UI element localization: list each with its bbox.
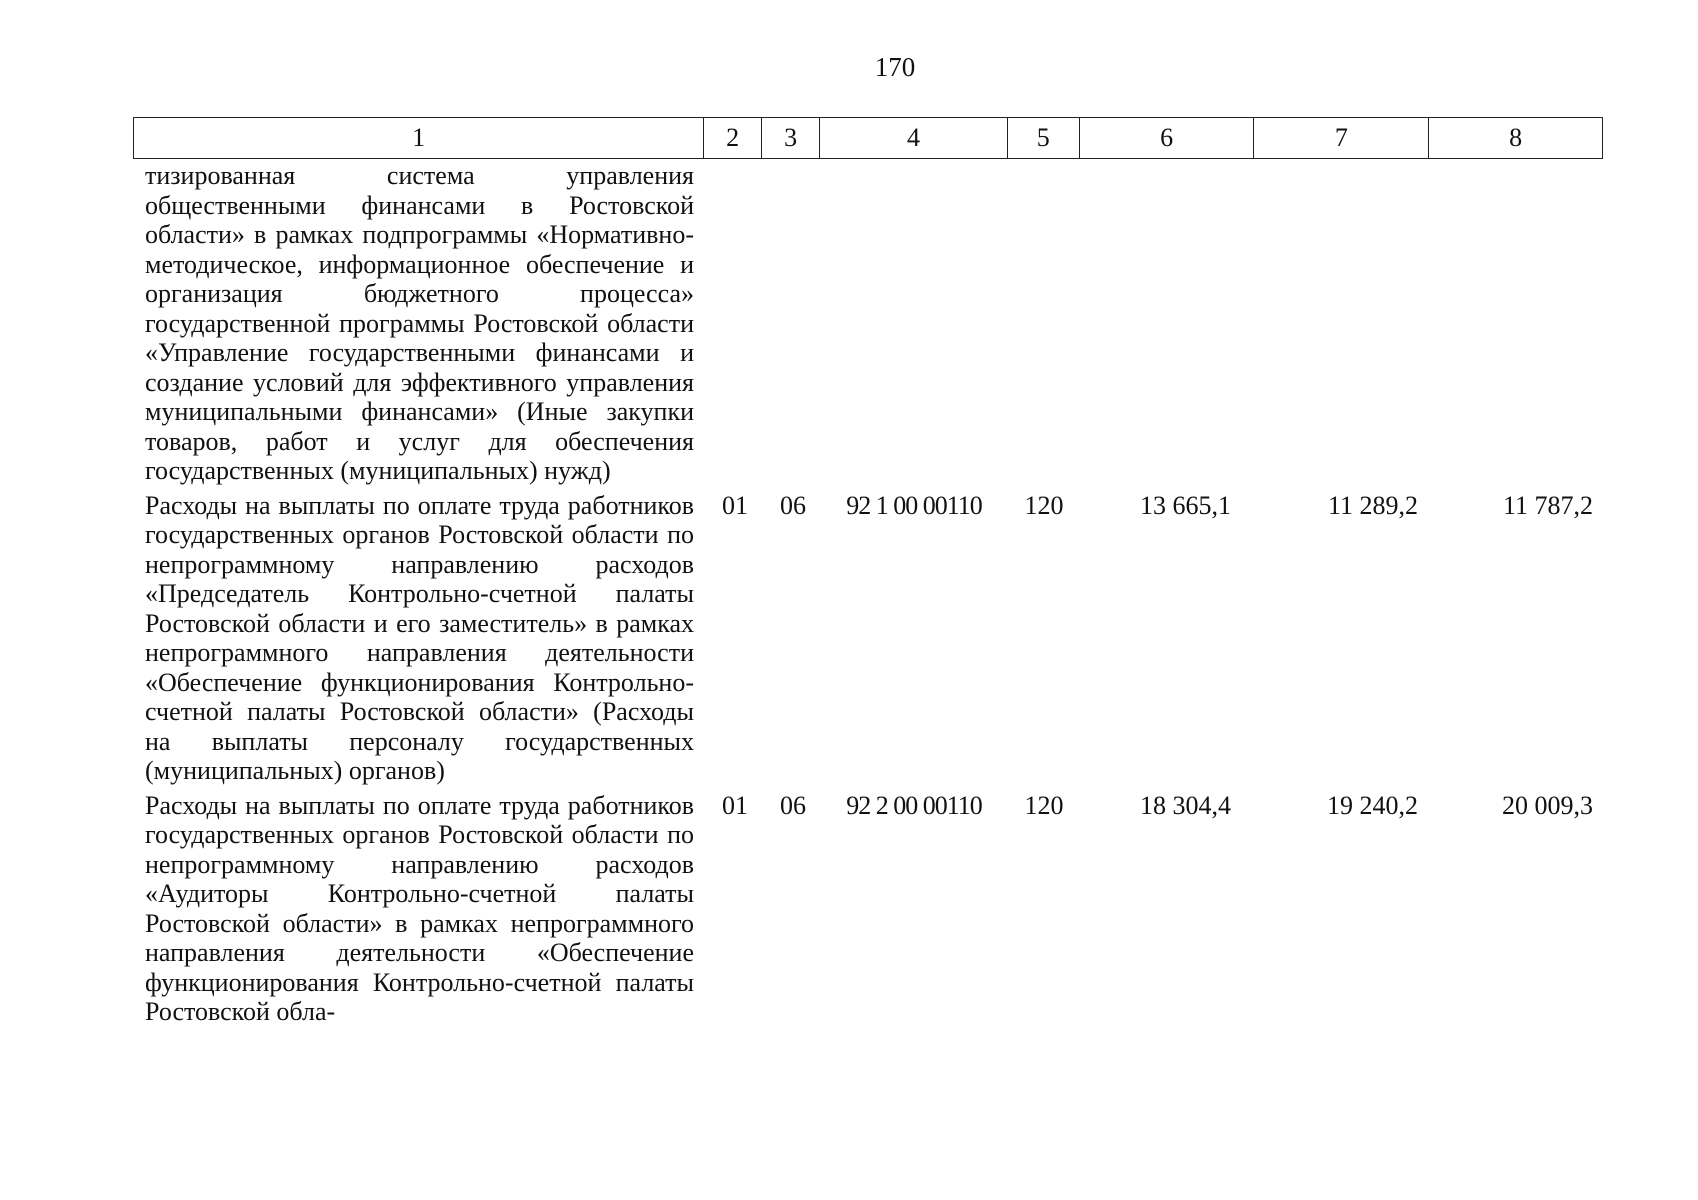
row-amount-col7: 19 240,2 (1327, 790, 1418, 820)
row-expense-type: 120 (1024, 790, 1064, 820)
header-cell-2: 2 (704, 118, 762, 158)
header-cell-7: 7 (1254, 118, 1429, 158)
row-description: тизированная система управления общественными финансами в Ростовской области» в рамках подпрограммы «Нормативно-методическое, информационное обеспечение и организация бюджетного процесса» государственной программы Ростовской области «Управление государственными финансами и создание условий для эффективного управления муниципальными финансами» (Иные закупки товаров, работ и услуг для обеспечения государственных (муниципальных) нужд) (145, 161, 694, 485)
row-amount-col8: 11 787,2 (1502, 490, 1593, 520)
row-target-code: 92 1 00 00110 (846, 490, 982, 520)
header-cell-5: 5 (1008, 118, 1080, 158)
row-section (704, 161, 762, 486)
row-amount-col8 (1430, 161, 1603, 486)
table-row (133, 791, 1603, 1027)
row-description: Расходы на выплаты по оплате труда работников государственных органов Ростовской области по непрограммному направлению расходов «Аудиторы Контрольно-счетной палаты Ростовской области» в рамках непрограммного направления деятельности «Обеспечение функционирования Контрольно-счетной палаты Ростовской обла- (145, 790, 694, 1026)
table-row (133, 161, 1603, 486)
row-subsection: 06 (780, 790, 806, 820)
row-subsection (762, 161, 820, 486)
row-expense-type: 120 (1024, 490, 1064, 520)
table-row (133, 491, 1603, 786)
row-amount-col8: 20 009,3 (1502, 790, 1593, 820)
row-amount-col7: 11 289,2 (1327, 490, 1418, 520)
header-cell-4: 4 (820, 118, 1008, 158)
header-cell-1: 1 (134, 118, 704, 158)
header-cell-6: 6 (1080, 118, 1255, 158)
row-section: 01 (722, 790, 748, 820)
header-cell-3: 3 (762, 118, 820, 158)
row-section: 01 (722, 490, 748, 520)
row-subsection: 06 (780, 490, 806, 520)
row-amount-col6 (1080, 161, 1255, 486)
row-description: Расходы на выплаты по оплате труда работников государственных органов Ростовской области по непрограммному направлению расходов «Председатель Контрольно-счетной палаты Ростовской области и его заместитель» в рамках непрограммного направления деятельности «Обеспечение функционирования Контрольно-счетной палаты Ростовской области» (Расходы на выплаты персоналу государственных (муниципальных) органов) (145, 490, 694, 785)
row-target-code (820, 161, 1008, 486)
row-expense-type (1008, 161, 1080, 486)
row-target-code: 92 2 00 00110 (846, 790, 982, 820)
row-amount-col6: 13 665,1 (1140, 490, 1231, 520)
page-number: 170 (874, 52, 916, 82)
header-cell-8: 8 (1509, 123, 1523, 152)
table-body (133, 161, 1603, 1032)
row-amount-col6: 18 304,4 (1140, 790, 1231, 820)
row-amount-col7 (1255, 161, 1430, 486)
table-header-row (133, 117, 1603, 159)
